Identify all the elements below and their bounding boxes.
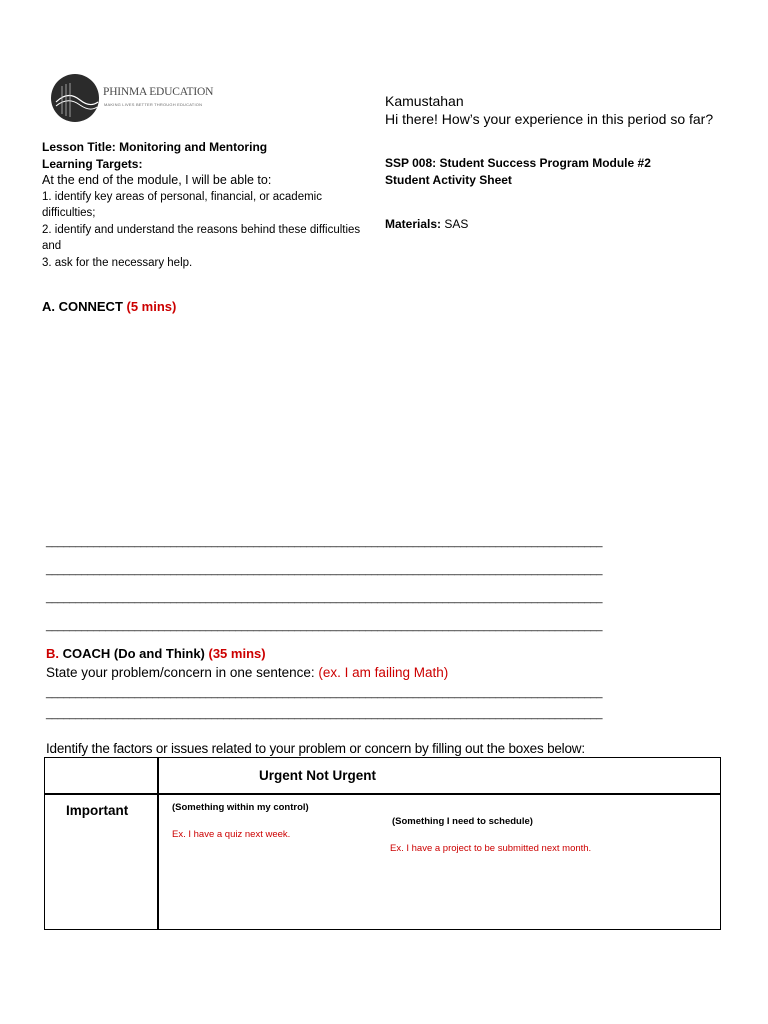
greeting-title: Kamustahan xyxy=(385,93,464,109)
section-b-label: COACH (Do and Think) xyxy=(59,646,209,661)
table-divider-vertical xyxy=(157,758,159,929)
quadrant-not-urgent-example: Ex. I have a project to be submitted next month. xyxy=(390,843,592,854)
learning-targets-label: Learning Targets: xyxy=(42,156,143,171)
materials-line xyxy=(385,216,468,233)
quadrant-not-urgent-heading: (Something I need to schedule) xyxy=(392,816,533,827)
priority-matrix-table xyxy=(44,757,721,930)
lesson-title: Lesson Title: Monitoring and Mentoring xyxy=(42,140,268,154)
phinma-logo xyxy=(50,72,230,124)
section-a-time: (5 mins) xyxy=(126,299,177,314)
section-b-heading xyxy=(46,646,266,661)
phinma-emblem-icon xyxy=(50,72,100,124)
quadrant-urgent-heading: (Something within my control) xyxy=(172,802,309,813)
answer-line[interactable]: ______________________________________________________________________________________________ xyxy=(46,620,603,632)
greeting-block xyxy=(385,92,720,128)
logo-name: PHINMA EDUCATION xyxy=(103,86,214,98)
problem-prompt-text: State your problem/concern in one sentence: xyxy=(46,665,319,680)
lesson-block xyxy=(42,139,372,271)
section-a-heading xyxy=(42,299,176,314)
greeting-text: Hi there! How’s your experience in this period so far? xyxy=(385,111,714,127)
problem-prompt-example: (ex. I am failing Math) xyxy=(318,665,449,680)
quadrant-urgent-example: Ex. I have a quiz next week. xyxy=(172,829,291,840)
module-line-1: SSP 008: Student Success Program Module #2 xyxy=(385,156,651,170)
materials-label: Materials: xyxy=(385,217,442,231)
identify-instructions: Identify the factors or issues related to your problem or concern by filling out the boxes below: xyxy=(46,741,585,756)
module-line-2: Student Activity Sheet xyxy=(385,173,512,187)
answer-line[interactable]: ______________________________________________________________________________________________ xyxy=(46,592,603,604)
row-label-important: Important xyxy=(66,803,129,818)
logo-tagline: MAKING LIVES BETTER THROUGH EDUCATION xyxy=(104,102,203,107)
learning-target-item: 2. identify and understand the reasons behind these difficulties and xyxy=(42,223,361,252)
learning-target-item: 1. identify key areas of personal, financial, or academic difficulties; xyxy=(42,190,322,219)
section-b-time: (35 mins) xyxy=(208,646,266,661)
matrix-header: Urgent Not Urgent xyxy=(259,768,376,783)
materials-value: SAS xyxy=(441,217,469,231)
problem-prompt xyxy=(46,665,448,680)
answer-line[interactable]: ______________________________________________________________________________________________ xyxy=(46,564,603,576)
section-a-label: A. CONNECT xyxy=(42,299,127,314)
section-b-letter: B. xyxy=(46,646,59,661)
answer-line[interactable]: ______________________________________________________________________________________________ xyxy=(46,687,603,699)
module-title xyxy=(385,155,720,189)
table-divider-horizontal xyxy=(45,793,720,795)
learning-targets-intro: At the end of the module, I will be able to: xyxy=(42,173,272,187)
learning-target-item: 3. ask for the necessary help. xyxy=(42,256,193,269)
answer-line[interactable]: ______________________________________________________________________________________________ xyxy=(46,536,603,548)
answer-line[interactable]: ______________________________________________________________________________________________ xyxy=(46,708,603,720)
